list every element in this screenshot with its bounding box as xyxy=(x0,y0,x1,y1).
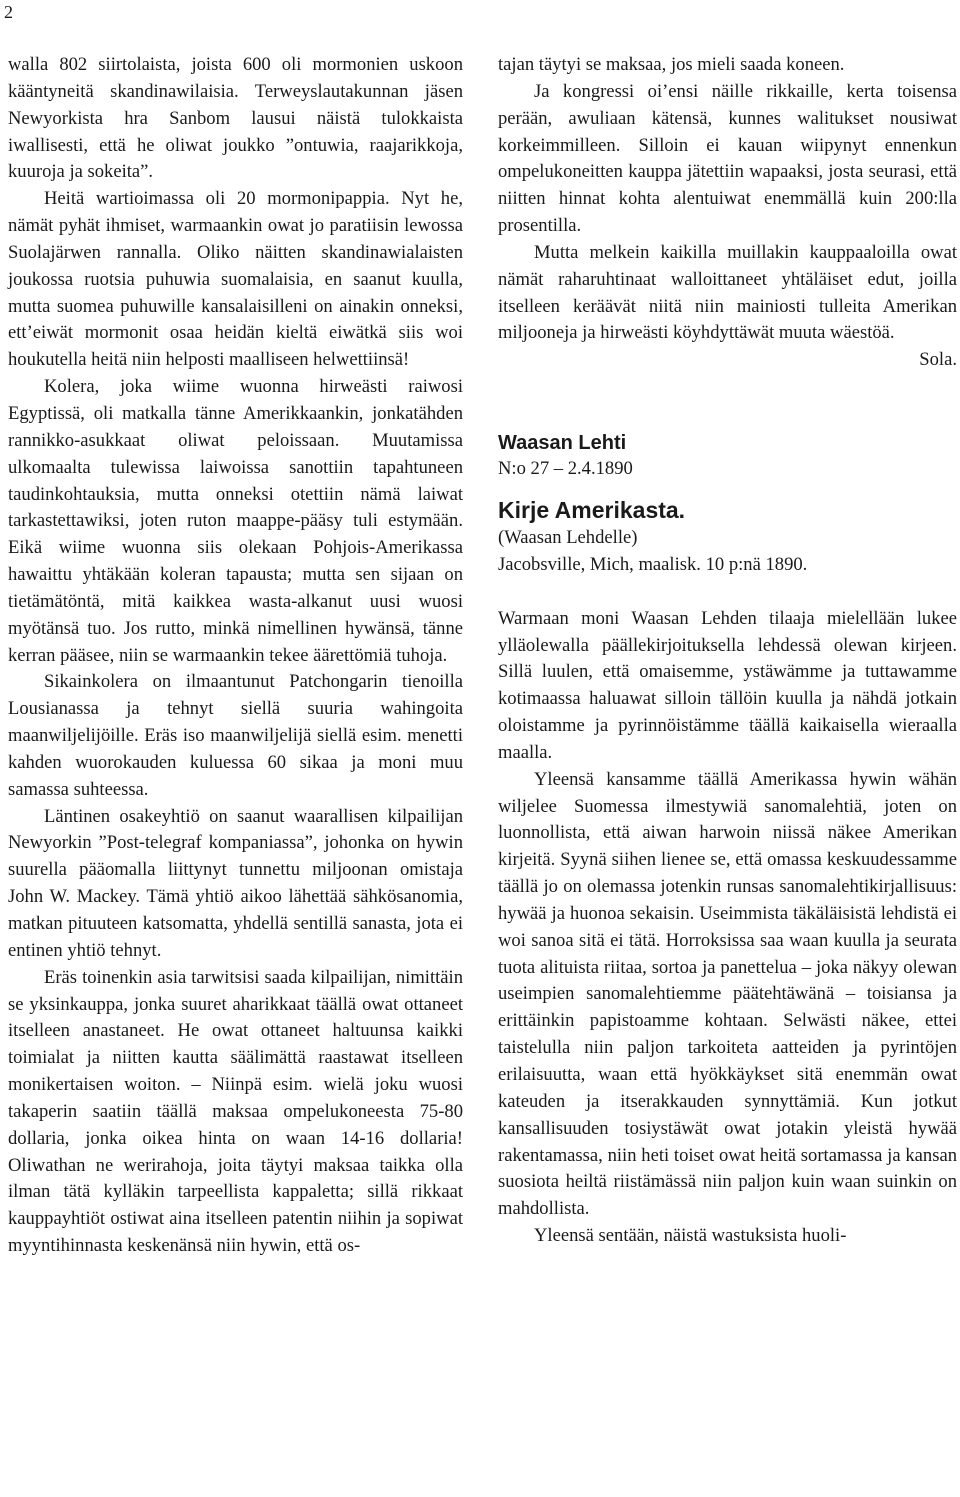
page-number: 2 xyxy=(4,2,13,22)
right-paragraph-3: Mutta melkein kaikilla muillakin kauppaaloilla owat nämät raharuhtinaat walloittaneet yhtäläiset edut, joilla itselleen keräävät niitä niin mainiosti tulleita Amerikan miljooneja ja hirweästi köyhdyttäwät muuta wäestöä. xyxy=(498,241,957,344)
left-paragraph-3: Kolera, joka wiime wuonna hirweästi raiwosi Egyptissä, oli matkalla tänne Amerikkaankin, jonkatähden rannikko-asukkaat oliwat peloissaan. Muutamissa ulkomaalta tulewissa laiwoissa sanottiin tapahtuneen taudinkohtauksia, mutta onneksi otettiin nämä laiwat tarkastettawiksi, joten ruton maappe-pääsy tuli estymään. Eikä wiime wuonna siis olekaan Pohjois-Amerikassa hawaittu yhtäkään koleran tapausta; mutta sen sijaan on tietämätöntä, mitä kaikkea wasta-alkanut uusi wuosi myötänsä tuo. Jos rutto, minkä nimellinen hywänsä, tänne kerran pääsee, niin se warmaankin tekee äärettömiä tuhoja. xyxy=(8,376,463,666)
article-dateline: Jacobsville, Mich, maalisk. 10 p:nä 1890. xyxy=(498,553,808,575)
left-paragraph-6: Eräs toinenkin asia tarwitsisi saada kilpailijan, nimittäin se yksinkauppa, jonka suuret aharikkaat täällä owat ottaneet itselleen anastaneet. He owat ottaneet haltuunsa kaikki toimialat ja niitten kautta säälimättä raastawat itselleen monikertaisen woiton. – Niinpä esim. wielä joku wuosi takaperin saatiin täällä maksaa ompelukoneesta 75-80 dollaria, jonka oikea hinta on waan 14-16 dollaria! Oliwathan ne werirahoja, joita täytyi maksaa taikka olla ilman tätä kylläkin tarpeellista kappaletta; sillä rikkaat kauppayhtiöt ostiwat aina itselleen patentin niihin ja sopiwat myyntihinnasta keskenänsä niin hywin, että os- xyxy=(8,966,463,1257)
left-paragraph-1: walla 802 siirtolaista, joista 600 oli mormonien uskoon kääntyneitä skandinawilaisia. Terweyslautakunnan jäsen Newyorkista hra Sanbom lausui näistä tulokkaista iwallisesti, että he oliwat joukko ”ontuwia, raajarikkoja, kuuroja ja sokeita”. xyxy=(8,54,463,183)
left-paragraph-4: Sikainkolera on ilmaantunut Patchongarin tienoilla Lousianassa ja tehnyt siellä suuria wahingoita maanwiljelijöille. Eräs iso maanwiljelijä siellä esim. menetti kahden wuorokauden kuluessa 60 sikaa ja moni muu samassa suhteessa. xyxy=(8,671,463,800)
dateline-spacer xyxy=(498,579,957,606)
right-column xyxy=(498,52,957,1250)
author-signature: Sola. xyxy=(919,349,957,371)
article-subtitle: (Waasan Lehdelle) xyxy=(498,526,638,548)
issue-number: N:o 27 – 2.4.1890 xyxy=(498,458,633,480)
section-spacer xyxy=(498,374,957,420)
right-paragraph-2: Ja kongressi oi’ensi näille rikkaille, kerta toisensa perään, awuliaan kätensä, kunnes walitukset nousiwat korkeimmilleen. Silloin ei kauan wiipynyt ennenkun ompelukoneitten kauppa jätettiin wapaaksi, josta seurasi, että niitten hinnat kohta alentuiwat enemmällä kuin 200:lla prosentilla. xyxy=(498,80,957,237)
article-paragraph-2: Yleensä kansamme täällä Amerikassa hywin wähän wiljelee Suomessa ilmestywiä sanomalehtiä, joten on luonnollista, että aiwan harwoin niissä näkee Amerikan kirjeitä. Syynä siihen lienee se, että omassa keskuudessamme täällä jo on olemassa jotenkin runsas sanomalehtikirjallisuus: hywää ja huonoa sekaisin. Useimmista täkäläisistä lehdistä ei woi sanoa sitä ei tätä. Horroksissa saa waan kuulla ja seurata tuota alituista riitaa, sortoa ja panettelua – joka näkyy olewan useimpien sanomalehtiemme päätehtäwänä – toisiansa ja erittäinkin papistoamme kohtaan. Selwästi näkee, ettei taistelulla niin paljon tarkoiteta aatteiden ja pyrintöjen erilaisuutta, waan että hyökkäykset sitä enemmän owat kateuden ja itserakkauden synnyttämiä. Kun jotkut kansallisuuden tosiystäwät owat jotakin yleistä hywää rakentamassa, niin heti toiset owat heitä sortamassa ja kansan suosiota heiltä riistämässä niin paljon kuin waan suinkin on mahdollista. xyxy=(498,768,957,1220)
left-paragraph-5: Läntinen osakeyhtiö on saanut waarallisen kilpailijan Newyorkin ”Post-telegraf kompaniassa”, johonka on hywin suurella pääomalla liittynyt tunnettu miljoonan omistaja John W. Mackey. Tämä yhtiö aikoo lähettää sähkösanomia, matkan pituuteen katsomatta, yhdellä sentillä sanasta, jota ei entinen yhtiö tehnyt. xyxy=(8,805,463,961)
left-column xyxy=(8,52,463,1260)
article-title: Kirje Amerikasta. xyxy=(498,496,686,523)
newspaper-name: Waasan Lehti xyxy=(498,432,627,455)
article-paragraph-1: Warmaan moni Waasan Lehden tilaaja mielellään lukee ylläolewalla päällekirjoituksella lehdessä olewan kirjeen. Sillä luulen, että omaisemme, ystäwämme ja tuttawamme kotimaassa haluawat silloin tällöin kuulla ja nähdä jotkain oloistamme ja pyrinnöistämme täällä kaikaisella wieraalla maalla. xyxy=(498,607,957,763)
right-paragraph-1: tajan täytyi se maksaa, jos mieli saada koneen. xyxy=(498,54,845,75)
article-paragraph-3: Yleensä sentään, näistä wastuksista huoli- xyxy=(534,1225,847,1247)
left-paragraph-2: Heitä wartioimassa oli 20 mormonipappia. Nyt he, nämät pyhät ihmiset, warmaankin owat jo paratiisin lewossa Suolajärwen rannalla. Oliko näitten skandinawialaisten joukossa ruotsia puhuwia suomalaisia, en saanut kuulla, mutta suomea puhuwille kansalaisilleni on ainakin onneksi, ett’eiwät mormonit osaa heidän kieltä eiwätkä siis woi houkutella heitä niin helposti maalliseen helwettiinsä! xyxy=(8,188,463,371)
